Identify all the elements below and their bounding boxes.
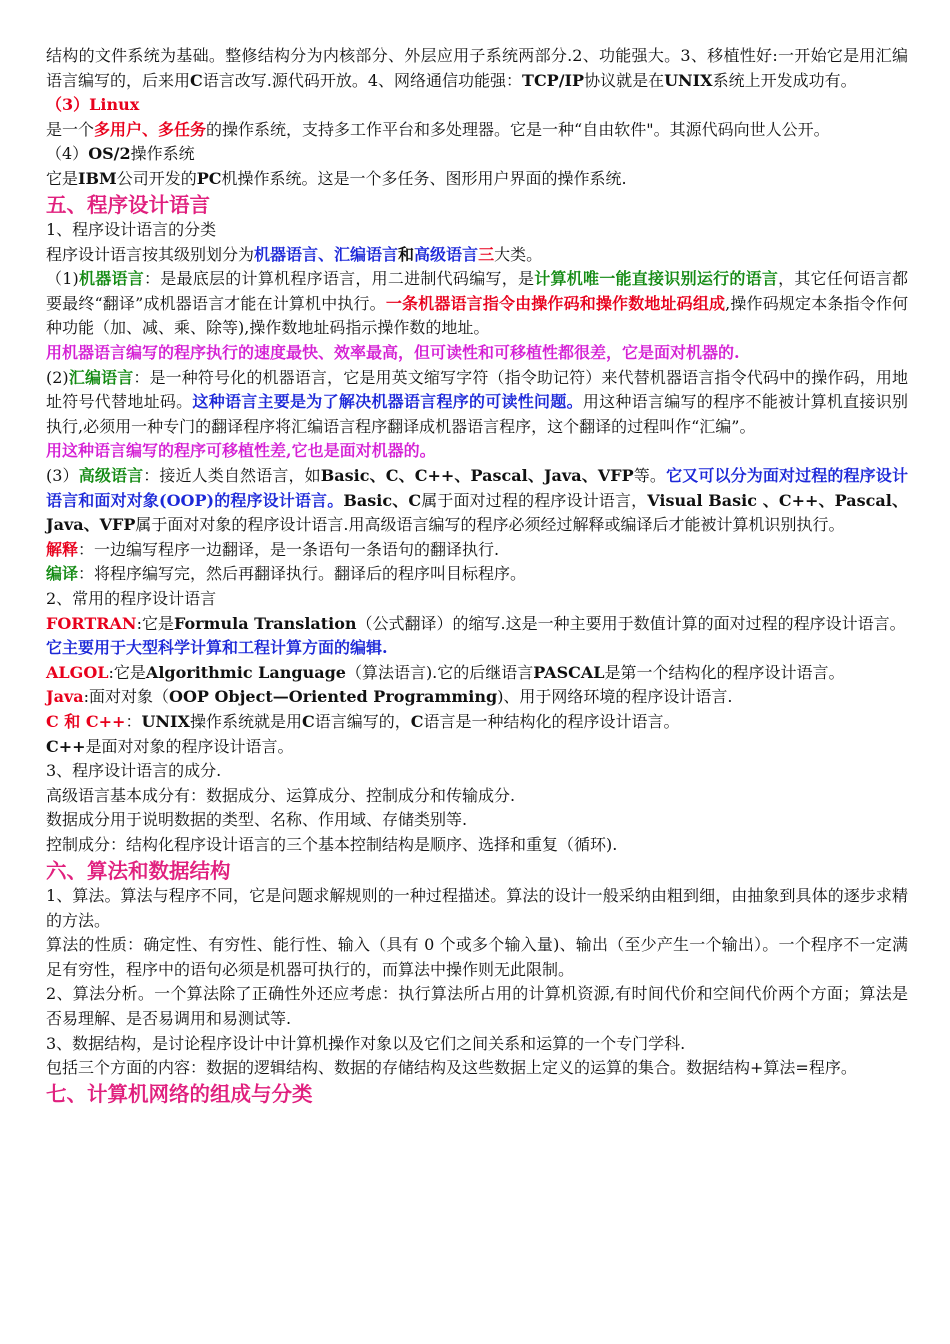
os2-heading: （4）OS/2操作系统 (46, 144, 195, 164)
subsection-title-2: 2、常用的程序设计语言 (46, 588, 217, 608)
paragraph-unix-features: 结构的文件系统为基础。整修结构分为内核部分、外层应用子系统两部分.2、功能强大。3、移植性好:一开始它是用汇编语言编写的，后来用C语言改写.源代码开放。4、网络通信功能强：TCP/IP协议就是在UNIX系统上开发成功有。 (46, 46, 908, 90)
paragraph-data-structure-content: 包括三个方面的内容：数据的逻辑结构、数据的存储结构及这些数据上定义的运算的集合。数据结构+算法=程序。 (46, 1058, 857, 1078)
paragraph-machine-language: （1)机器语言：是最底层的计算机程序语言，用二进制代码编写，是计算机唯一能直接识别运行的语言，其它任何语言都要最终“翻译”成机器语言才能在计算机中执行。一条机器语言指令由操作码和操作数地址码组成,操作码规定本条指令作何种功能（加、减、乘、除等),操作数地址码指示操作数的地址。 (46, 269, 908, 338)
subsection-title-1: 1、程序设计语言的分类 (46, 220, 217, 240)
paragraph-machine-language-note: 用机器语言编写的程序执行的速度最快、效率最高，但可读性和可移植性都很差，它是面对机器的. (46, 343, 740, 363)
paragraph-fortran-note: 它主要用于大型科学计算和工程计算方面的编辑. (46, 638, 388, 658)
document-page (46, 44, 908, 1107)
paragraph-components-data: 数据成分用于说明数据的类型、名称、作用域、存储类别等. (46, 810, 468, 830)
section-heading-5: 五、程序设计语言 (46, 192, 210, 217)
paragraph-algorithm-properties: 算法的性质：确定性、有穷性、能行性、输入（具有 0 个或多个输入量)、输出（至少产生一个输出）。一个程序不一定满足有穷性，程序中的语句必须是机器可执行的，而算法中操作则无此限制。 (46, 935, 908, 979)
paragraph-assembly-note: 用这种语言编写的程序可移植性差,它也是面对机器的。 (46, 441, 436, 461)
paragraph-algorithm: 1、算法。算法与程序不同，它是问题求解规则的一种过程描述。算法的设计一般采纳由粗到细，由抽象到具体的逐步求精的方法。 (46, 886, 908, 930)
paragraph-cpp: C++是面对对象的程序设计语言。 (46, 736, 294, 756)
section-heading-6: 六、算法和数据结构 (46, 858, 231, 883)
paragraph-data-structure: 3、数据结构，是讨论程序设计中计算机操作对象以及它们之间关系和运算的一个专门学科. (46, 1033, 686, 1053)
paragraph-algorithm-analysis: 2、算法分析。一个算法除了正确性外还应考虑：执行算法所占用的计算机资源,有时间代价和空间代价两个方面；算法是否易理解、是否易调用和易测试等. (46, 984, 908, 1028)
subsection-title-3: 3、程序设计语言的成分. (46, 761, 222, 781)
paragraph-linux: 是一个多用户、多任务的操作系统，支持多工作平台和多处理器。它是一种“自由软件"。其源代码向世人公开。 (46, 119, 830, 139)
paragraph-fortran: FORTRAN:它是Formula Translation（公式翻译）的缩写.这是一种主要用于数值计算的面对过程的程序设计语言。 (46, 613, 906, 633)
paragraph-components-basic: 高级语言基本成分有：数据成分、运算成分、控制成分和传输成分. (46, 785, 516, 805)
section-heading-7: 七、计算机网络的组成与分类 (46, 1081, 313, 1106)
linux-heading: （3）Linux (46, 95, 140, 115)
paragraph-components-control: 控制成分：结构化程序设计语言的三个基本控制结构是顺序、选择和重复（循环). (46, 834, 618, 854)
paragraph-assembly-language: (2)汇编语言：是一种符号化的机器语言，它是用英文缩写字符（指令助记符）来代替机器语言指令代码中的操作码，用地址符号代替地址码。这种语言主要是为了解决机器语言程序的可读性问题。用这种语言编写的程序不能被计算机直接识别执行,必须用一种专门的翻译程序将汇编语言程序翻译成机器语言程序，这个翻译的过程叫作“汇编”。 (46, 367, 908, 436)
paragraph-interpretation: 解释：一边编写程序一边翻译，是一条语句一条语句的翻译执行. (46, 539, 500, 559)
paragraph-high-level-language: (3）高级语言：接近人类自然语言，如Basic、C、C++、Pascal、Java、VFP等。它又可以分为面对过程的程序设计语言和面对对象(OOP)的程序设计语言。Basic、C属于面对过程的程序设计语言，Visual Basic 、C++、Pascal、Java、VFP属于面对对象的程序设计语言.用高级语言编写的程序必须经过解释或编译后才能被计算机识别执行。 (46, 466, 908, 535)
paragraph-java: Java:面对对象（OOP Object—Oriented Programming)、用于网络环境的程序设计语言. (46, 687, 733, 707)
paragraph-compilation: 编译：将程序编写完，然后再翻译执行。翻译后的程序叫目标程序。 (46, 564, 527, 584)
paragraph-classification: 程序设计语言按其级别划分为机器语言、汇编语言和高级语言三大类。 (46, 244, 543, 264)
paragraph-c-cpp: C 和 C++：UNIX操作系统就是用C语言编写的，C语言是一种结构化的程序设计语言。 (46, 711, 680, 731)
paragraph-os2: 它是IBM公司开发的PC机操作系统。这是一个多任务、图形用户界面的操作系统. (46, 168, 627, 188)
paragraph-algol: ALGOL:它是Algorithmic Language（算法语言).它的后继语言PASCAL是第一个结构化的程序设计语言。 (46, 662, 845, 682)
